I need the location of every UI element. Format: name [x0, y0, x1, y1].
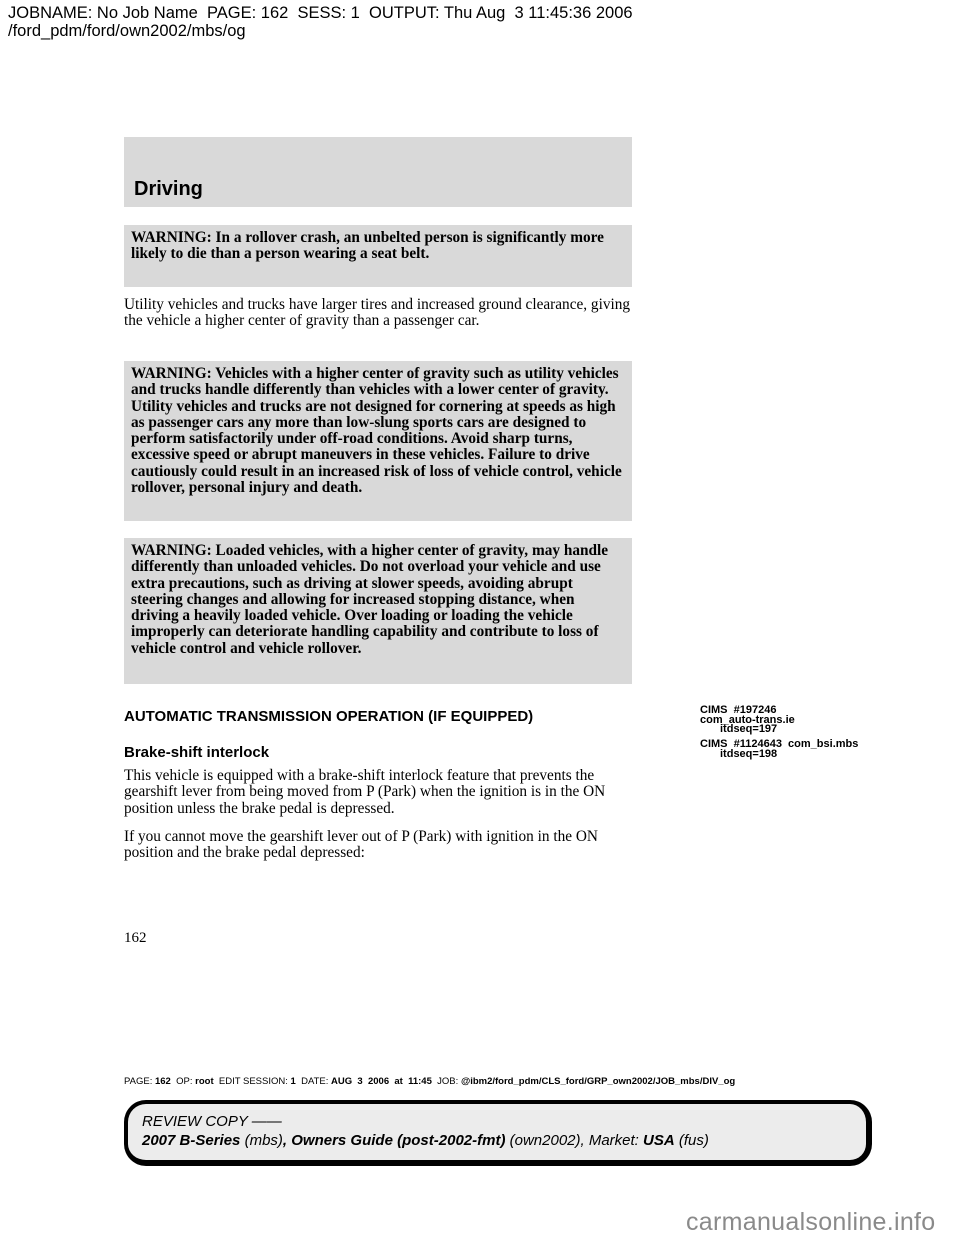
paragraph-utility-vehicles: Utility vehicles and trucks have larger tires and increased ground clearance, giving the vehicle a higher center of gravity than a passenger car.: [124, 296, 631, 330]
warning-box-3: WARNING: Loaded vehicles, with a higher center of gravity, may handle differently than unloaded vehicles. Do not overload your vehicle and use extra precautions, such as driving at slower speeds, avoiding abrupt steering changes and allowing for increased stopping distance, when driving a heavily loaded vehicle. Over loading or loading the vehicle improperly can deteriorate handling capability and contribute to loss of vehicle control and vehicle rollover.: [124, 538, 632, 684]
paragraph-cannot-move: If you cannot move the gearshift lever out of P (Park) with ignition in the ON position and the brake pedal depressed:: [124, 828, 598, 862]
cims-id: CIMS #1124643 com_bsi.mbs: [700, 738, 859, 750]
cims-seq: itdseq=198: [720, 747, 778, 760]
cims-seq: itdseq=197: [720, 723, 778, 735]
warning-box-1: WARNING: In a rollover crash, an unbelted person is significantly more likely to die than a person wearing a seat belt.: [124, 225, 632, 287]
review-market-label: , Market:: [580, 1132, 644, 1149]
review-copy-box: [124, 1100, 872, 1166]
job-header-line2: /ford_pdm/ford/own2002/mbs/og: [8, 22, 246, 40]
watermark: carmanualsonline.info: [686, 1208, 936, 1236]
job-header-line1: JOBNAME: No Job Name PAGE: 162 SESS: 1 OUTPUT: Thu Aug 3 11:45:36 2006: [8, 4, 633, 22]
cims-note-1: [700, 706, 795, 735]
footer-page: 162: [154, 1076, 171, 1087]
cims-note-2: [700, 740, 858, 759]
footer-label: PAGE:: [124, 1076, 155, 1087]
cims-file: com_auto-trans.ie: [700, 713, 795, 726]
footer-op: root: [195, 1076, 214, 1087]
job-header: [8, 4, 633, 40]
footer-job: @ibm2/ford_pdm/CLS_ford/GRP_own2002/JOB_mbs/DIV_og: [460, 1076, 736, 1087]
cims-id: CIMS #197246: [700, 704, 777, 716]
footer-date: AUG 3 2006 at 11:45: [331, 1076, 432, 1087]
footer-label: JOB:: [431, 1076, 461, 1087]
heading-automatic-transmission: AUTOMATIC TRANSMISSION OPERATION (IF EQUIPPED): [124, 708, 534, 725]
review-copy-details: [142, 1131, 866, 1150]
footer-label: OP:: [170, 1076, 196, 1087]
review-market-code: (fus): [674, 1132, 709, 1149]
review-guide: Owners Guide (post-2002-fmt): [291, 1132, 506, 1149]
section-header: [124, 137, 632, 207]
page-number: 162: [124, 930, 147, 946]
warning-box-2: WARNING: Vehicles with a higher center of gravity such as utility vehicles and trucks handle differently than vehicles with a lower center of gravity. Utility vehicles and trucks are not designed for cornering at speeds as high as passenger cars any more than low-slung sports cars are designed to perform satisfactorily under off-road conditions. Avoid sharp turns, excessive speed or abrupt maneuvers in these vehicles. Failure to drive cautiously could result in an increased risk of loss of vehicle control, vehicle rollover, personal injury and death.: [124, 361, 632, 521]
review-model: 2007 B-Series: [142, 1132, 241, 1149]
footer-label: DATE:: [295, 1076, 332, 1087]
review-market: USA: [643, 1132, 675, 1149]
review-model-code: (mbs): [240, 1132, 283, 1149]
heading-brake-shift-interlock: Brake-shift interlock: [124, 744, 270, 761]
review-copy-label: REVIEW COPY ——: [142, 1113, 282, 1130]
section-title: Driving: [134, 178, 203, 200]
review-guide-code: (own2002): [505, 1132, 581, 1149]
print-footer: [124, 1076, 735, 1087]
footer-session: 1: [290, 1076, 296, 1087]
footer-label: EDIT SESSION:: [213, 1076, 291, 1087]
separator: ,: [282, 1132, 292, 1149]
paragraph-interlock: This vehicle is equipped with a brake-shift interlock feature that prevents the gearshift lever from being moved from P (Park) when the ignition is in the ON position unless the brake pedal is depressed.: [124, 767, 606, 817]
